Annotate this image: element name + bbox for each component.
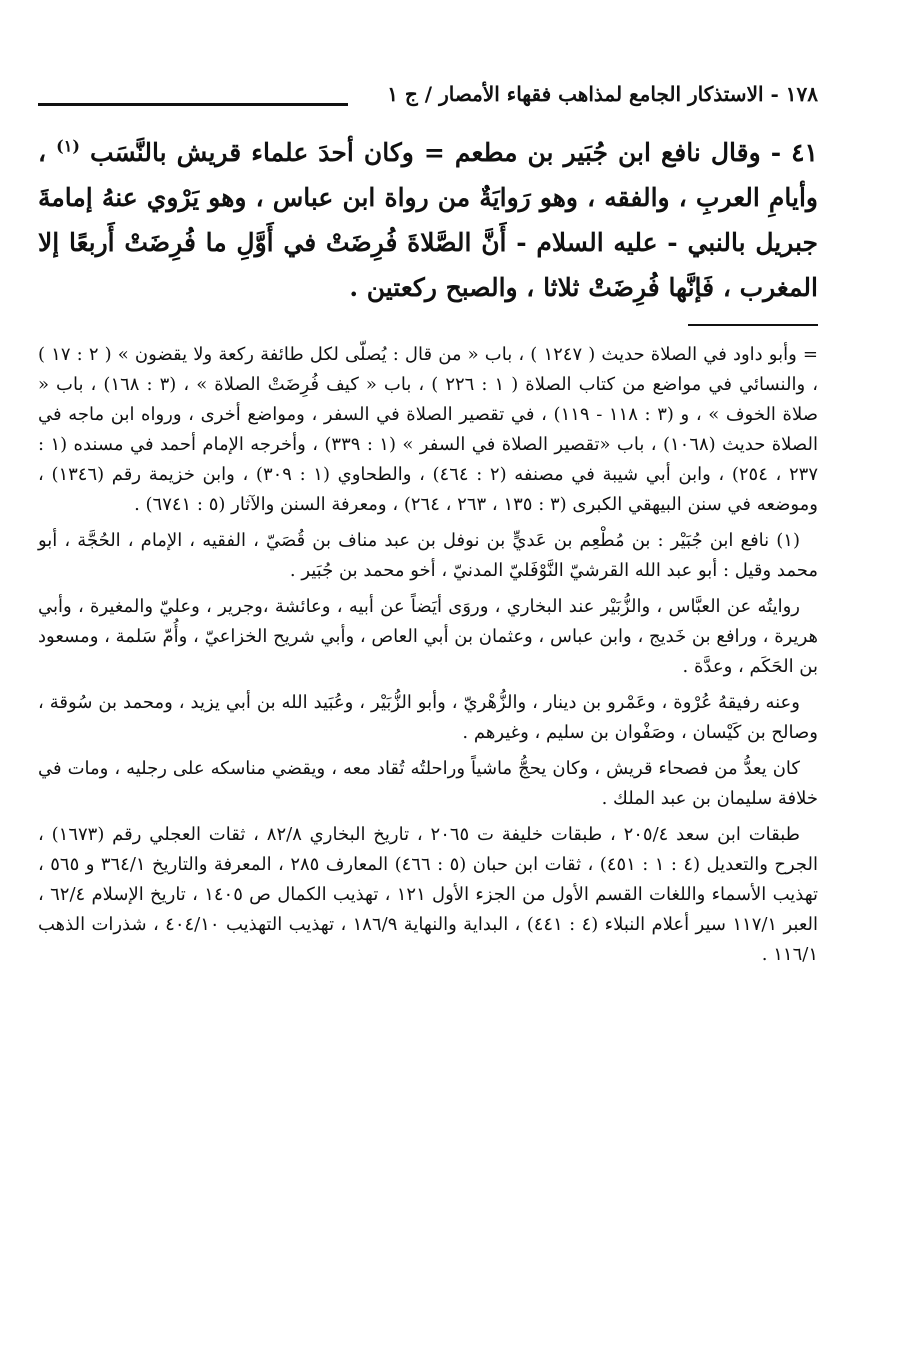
footnotes [38,340,818,970]
footnote-bio: كان يعدُّ من فصحاء قريش ، وكان يحجُّ ماشياً وراحلتُه تُقاد معه ، ويقضي مناسكه على رجليه ، ومات في خلافة سليمان بن عبد الملك . [38,758,818,809]
footnote-1: (١) نافع ابن جُبَيْر : بن مُطْعِم بن عَديٍّ بن نوفل بن عبد مناف بن قُصَيّ ، الفقيه ، الإمام ، الحُجَّة ، أبو محمد وقيل : أبو عبد الله القرشيّ النَّوْفَليّ المدنيّ ، أخو محمد بن جُبَير . [38,530,818,581]
main-text [38,130,818,310]
footnote-sources: طبقات ابن سعد ٢٠٥/٤ ، طبقات خليفة ت ٢٠٦٥ ، تاريخ البخاري ٨٢/٨ ، ثقات العجلي رقم (١٦٧٣) ، الجرح والتعديل (٤ : ١ : ٤٥١) ، ثقات ابن حبان (٥ : ٤٦٦) المعارف ٢٨٥ ، المعرفة والتاريخ ٣٦٤/١ و ٥٦٥ ، تهذيب الأسماء واللغات القسم الأول من الجزء الأول ١٢١ ، تهذيب الكمال ص ١٤٠٥ ، تاريخ الإسلام ٦٢/٤ ، العبر ١١٧/١ سير أعلام النبلاء (٤ : ٤٤١) ، البداية والنهاية ١٨٦/٩ ، تهذيب التهذيب ٤٠٤/١٠ ، شذرات الذهب ١١٦/١ . [38,824,819,965]
main-paragraph-rest: ، وأيامِ العربِ ، والفقه ، وهو رَوايَةٌ من رواة ابن عباس ، وهو يَرْوي عنهُ إمامةَ جبريل بالنبي - عليه السلام - أَنَّ الصَّلاةَ فُرِضَتْ في أَوَّلِ ما فُرِضَتْ أَربعًا إلا المغرب ، فَإنَّها فُرِضَتْ ثلاثا ، والصبح ركعتين . [38,138,818,302]
main-paragraph [38,130,818,310]
header-rule [38,103,348,106]
page [38,70,818,976]
running-header: ١٧٨ - الاستذكار الجامع لمذاهب فقهاء الأمصار / ج ١ [387,82,818,106]
footnote-reference: (١) [56,136,80,156]
footnote-separator [688,324,818,326]
footnote-students: وعنه رفيقهُ عُرْوة ، وعَمْرو بن دينار ، والزُّهْريّ ، وأبو الزُّبَيْر ، وعُبَيد الله بن أبي يزيد ، ومحمد بن سُوقة ، وصالح بن كَيْسان ، وصَفْوان بن سليم ، وغيرهم . [38,692,818,743]
footnote-continuation: = وأبو داود في الصلاة حديث ( ١٢٤٧ ) ، باب « من قال : يُصلّى لكل طائفة ركعة ولا يقضون » ( ٢ : ١٧ ) ، والنسائي في مواضع من كتاب الصلاة ( ١ : ٢٢٦ ) ، باب « كيف فُرِضَتْ الصلاة » ، (٣ : ١٦٨) ، باب « صلاة الخوف » ، و (٣ : ١١٨ - ١١٩) ، في تقصير الصلاة في السفر ، ومواضع أخرى ، ورواه ابن ماجه في الصلاة حديث (١٠٦٨) ، باب «تقصير الصلاة في السفر » (١ : ٣٣٩) ، وأخرجه الإمام أحمد في مسنده (١ : ٢٣٧ ، ٢٥٤) ، وابن أبي شيبة في مصنفه (٢ : ٤٦٤) ، والطحاوي (١ : ٣٠٩) ، وابن خزيمة رقم (١٣٤٦) ، وموضعه في سنن البيهقي الكبرى (٣ : ١٣٥ ، ٢٦٣ ، ٢٦٤) ، ومعرفة السنن والآثار (٥ : ٦٧٤١) . [38,344,819,515]
main-paragraph-start: ٤١ - وقال نافع ابن جُبَير بن مطعم = وكان أحدَ علماء قريش بالنَّسَب [89,138,818,167]
footnote-narrators: روايتُه عن العبَّاس ، والزُّبَيْر عند البخاري ، وروَى أيَضاً عن أبيه ، وعائشة ،وجرير ، وعليّ والمغيرة ، وأبي هريرة ، ورافع بن خَديج ، وابن عباس ، وعثمان بن أبي العاص ، وأبي شريح الخزاعيّ ، وأُمّ سَلمة ، ومسعود بن الحَكَم ، وعدَّة . [38,596,818,677]
page-header [38,70,818,110]
